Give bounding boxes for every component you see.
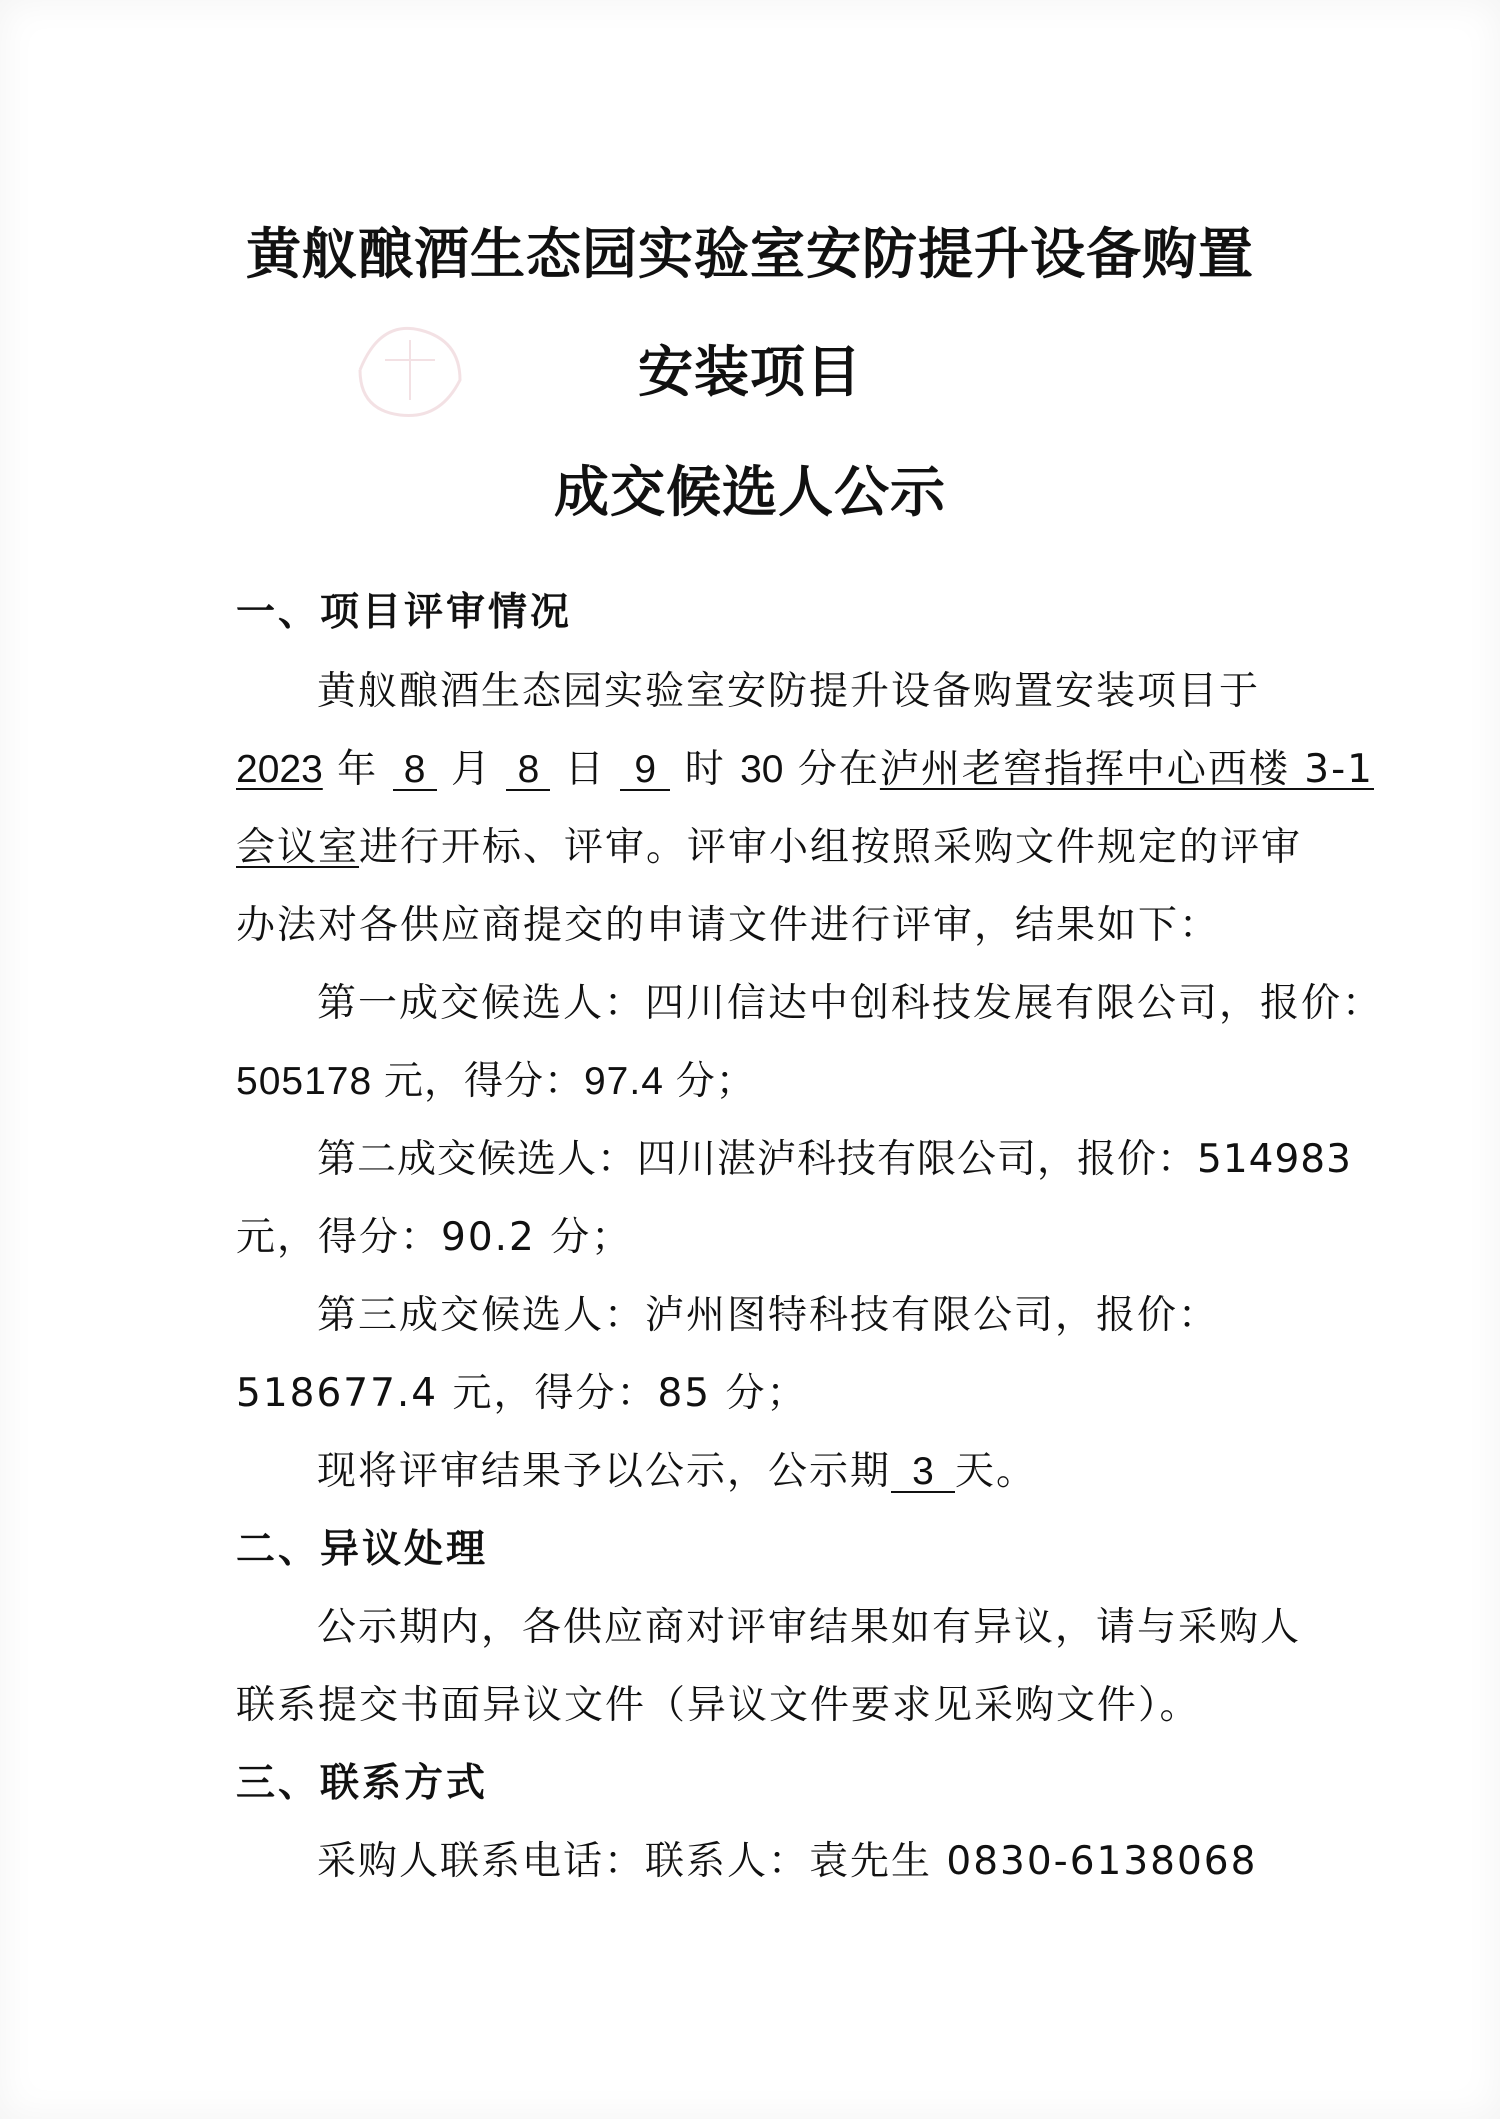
candidate-3-line-1: 第三成交候选人：泸州图特科技有限公司，报价： [317,1293,1220,1338]
candidate-2-line-1: 第二成交候选人：四川湛泸科技有限公司，报价：514983 [317,1137,1352,1182]
document-title-line-2: 安装项目 [637,339,862,404]
publicity-text-end: 天。 [955,1449,1038,1494]
hour-unit: 时 [684,747,726,792]
section-heading-contact: 三、联系方式 [236,1761,489,1806]
contact-line: 采购人联系电话：联系人：袁先生 0830-6138068 [317,1839,1258,1884]
paragraph-line: 联系提交书面异议文件（异议文件要求见采购文件）。 [236,1683,1201,1728]
paragraph-line: 公示期内，各供应商对评审结果如有异议，请与采购人 [317,1605,1302,1650]
day-unit: 日 [564,747,606,792]
minute-unit: 分在 [797,747,880,792]
publicity-text: 现将评审结果予以公示，公示期 [317,1449,892,1494]
venue-part-2: 会议室 [236,825,360,870]
month-unit: 月 [451,747,493,792]
candidate-3-line-2: 518677.4 元，得分：85 分； [236,1371,808,1416]
date-place-line [236,747,1374,792]
hour-value: 9 [620,750,670,791]
candidate-2-line-2: 元，得分：90.2 分； [236,1215,633,1260]
publicity-days: 3 [891,1452,955,1493]
paragraph-text: 进行开标、评审。评审小组按照采购文件规定的评审 [359,825,1303,870]
candidate-1-line-1: 第一成交候选人：四川信达中创科技发展有限公司，报价： [317,981,1384,1026]
paragraph-line [236,825,1303,870]
paragraph-line: 黄舣酿酒生态园实验室安防提升设备购置安装项目于 [317,669,1261,714]
minute-value: 30 [740,748,784,791]
year-value: 2023 [236,748,323,791]
document-title-line-3: 成交候选人公示 [553,459,946,524]
year-unit: 年 [337,747,379,792]
month-value: 8 [393,750,437,791]
day-value: 8 [506,750,550,791]
document-title-line-1: 黄舣酿酒生态园实验室安防提升设备购置 [245,221,1254,286]
paragraph-line: 办法对各供应商提交的申请文件进行评审，结果如下： [236,903,1221,948]
venue-part-1: 泸州老窖指挥中心西楼 3-1 [879,747,1374,792]
section-heading-review: 一、项目评审情况 [236,590,573,635]
candidate-1-line-2: 505178 元，得分：97.4 分； [236,1060,756,1103]
section-heading-objection: 二、异议处理 [236,1527,489,1572]
publicity-period-line [317,1449,1038,1494]
